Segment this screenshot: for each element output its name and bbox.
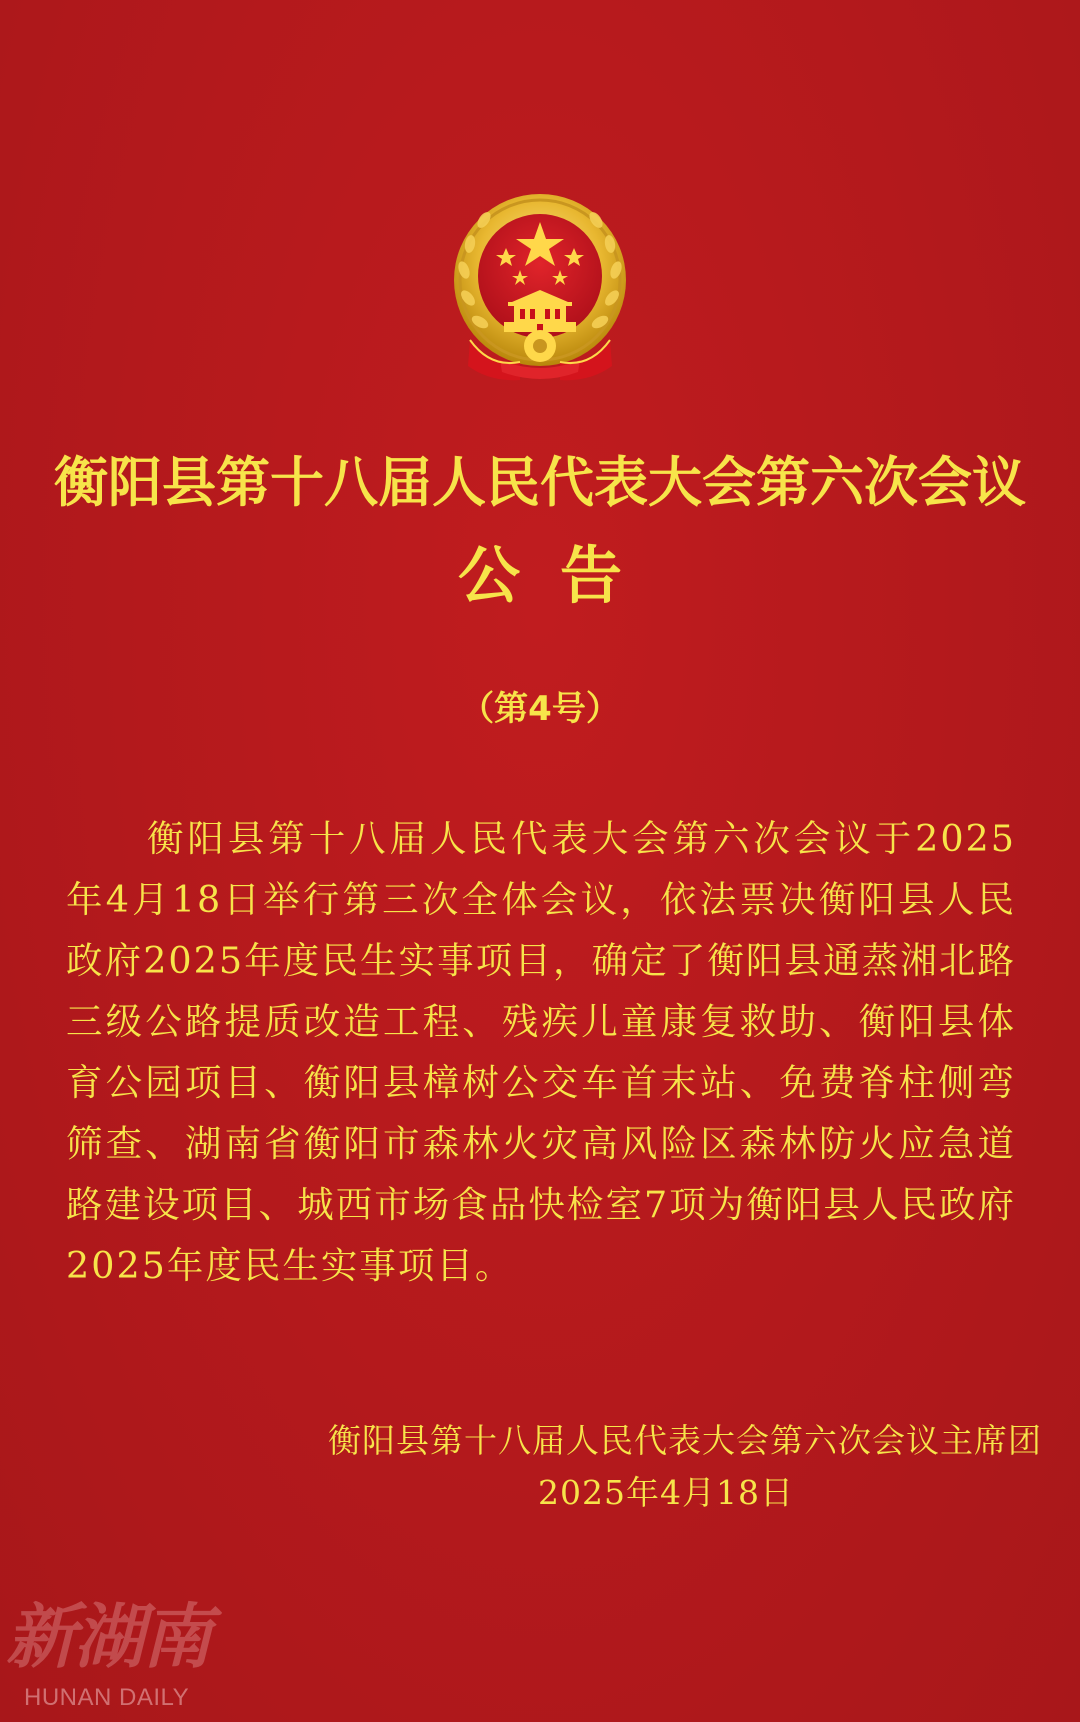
watermark-en: HUNAN DAILY: [24, 1684, 190, 1711]
announcement-number: （第4号）: [460, 689, 620, 729]
issue-date: 2025年4月18日: [538, 1473, 794, 1512]
page-title: 衡阳县第十八届人民代表大会第六次会议: [54, 451, 1026, 514]
watermark-logo: [6, 1592, 216, 1717]
announcement-body: 衡阳县第十八届人民代表大会第六次会议于2025年4月18日举行第三次全体会议，依法票决衡阳县人民政府2025年度民生实事项目，确定了衡阳县通蒸湘北路三级公路提质改造工程、残疾儿童康复救助、衡阳县体育公园项目、衡阳县樟树公交车首末站、免费脊柱侧弯筛查、湖南省衡阳市森林火灾高风险区森林防火应急道路建设项目、城西市场食品快检室7项为衡阳县人民政府2025年度民生实事项目。: [66, 817, 1016, 1287]
issuer-signature: 衡阳县第十八届人民代表大会第六次会议主席团: [328, 1421, 1042, 1460]
national-emblem-icon: [450, 190, 630, 390]
watermark-cn: 新湖南: [6, 1595, 210, 1678]
page-subtitle: 公告: [457, 539, 662, 612]
